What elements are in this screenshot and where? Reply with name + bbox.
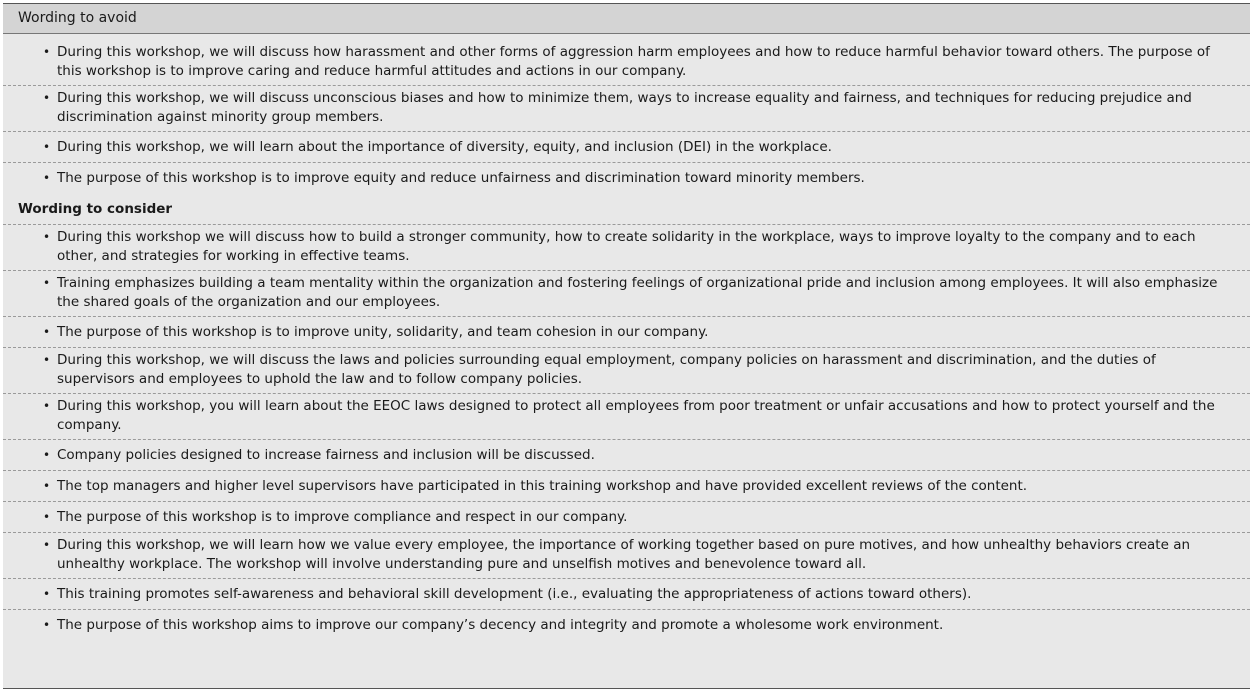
list-item-text: During this workshop we will discuss how to build a stronger community, how to create solidarity in the workplace, ways to improve loyalty to the company and to each other, and strategies for working in effective teams. <box>57 229 1196 264</box>
list-item-text: Training emphasizes building a team mentality within the organization and fostering feelings of organizational pride and inclusion among employees. It will also emphasize the shared goals of the organization and our employees. <box>57 275 1218 310</box>
list-item <box>3 394 1250 440</box>
list-item <box>3 40 1250 86</box>
list-item <box>3 440 1250 471</box>
list-item <box>3 132 1250 163</box>
list-item-text: This training promotes self-awareness and behavioral skill development (i.e., evaluating the appropriateness of actions toward others). <box>57 586 972 602</box>
bullet: • <box>43 538 51 552</box>
wording-table <box>3 3 1250 689</box>
avoid-list <box>3 40 1250 194</box>
bullet: • <box>43 140 51 154</box>
list-item <box>3 317 1250 348</box>
list-item <box>3 86 1250 132</box>
bullet: • <box>43 276 51 290</box>
consider-list <box>3 224 1250 641</box>
bullet: • <box>43 618 51 632</box>
list-item-text: During this workshop, we will discuss the laws and policies surrounding equal employment, company policies on harassment and discrimination, and the duties of supervisors and employees to uphold the law and to follow company policies. <box>57 352 1156 387</box>
list-item <box>3 271 1250 317</box>
list-item-text: During this workshop, we will learn how we value every employee, the importance of working together based on pure motives, and how unhealthy behaviors create an unhealthy workplace. The workshop will involve understanding pure and unselfish motives and benevolence toward all. <box>57 537 1191 572</box>
list-item-text: The purpose of this workshop is to improve equity and reduce unfairness and discrimination toward minority members. <box>57 170 865 186</box>
list-item <box>3 348 1250 394</box>
bullet: • <box>43 230 51 244</box>
list-item <box>3 471 1250 502</box>
list-item <box>3 610 1250 641</box>
bullet: • <box>43 353 51 367</box>
list-item-text: The purpose of this workshop is to improve unity, solidarity, and team cohesion in our company. <box>57 324 709 340</box>
list-item-text: The purpose of this workshop is to improve compliance and respect in our company. <box>57 509 628 525</box>
list-item <box>3 502 1250 533</box>
bullet: • <box>43 448 51 462</box>
list-item <box>3 225 1250 271</box>
bullet: • <box>43 479 51 493</box>
list-item <box>3 533 1250 579</box>
bullet: • <box>43 325 51 339</box>
table-header: Wording to avoid <box>3 4 1250 34</box>
bullet: • <box>43 91 51 105</box>
list-item-text: Company policies designed to increase fairness and inclusion will be discussed. <box>57 447 595 463</box>
list-item-text: The top managers and higher level supervisors have participated in this training workshop and have provided excellent reviews of the content. <box>57 478 1028 494</box>
list-item <box>3 163 1250 194</box>
bullet: • <box>43 399 51 413</box>
section-title: Wording to consider <box>18 201 173 217</box>
bullet: • <box>43 510 51 524</box>
list-item-text: The purpose of this workshop aims to improve our company’s decency and integrity and promote a wholesome work environment. <box>57 617 944 633</box>
list-item-text: During this workshop, we will discuss how harassment and other forms of aggression harm employees and how to reduce harmful behavior toward others. The purpose of this workshop is to improve caring and reduce harmful attitudes and actions in our company. <box>57 44 1210 79</box>
list-item-text: During this workshop, you will learn about the EEOC laws designed to protect all employees from poor treatment or unfair accusations and how to protect yourself and the company. <box>57 398 1215 433</box>
list-item <box>3 579 1250 610</box>
bullet: • <box>43 171 51 185</box>
bullet: • <box>43 587 51 601</box>
list-item-text: During this workshop, we will discuss unconscious biases and how to minimize them, ways to increase equality and fairness, and techniques for reducing prejudice and discrimination against minority group members. <box>57 90 1192 125</box>
list-item-text: During this workshop, we will learn about the importance of diversity, equity, and inclusion (DEI) in the workplace. <box>57 139 832 155</box>
bullet: • <box>43 45 51 59</box>
